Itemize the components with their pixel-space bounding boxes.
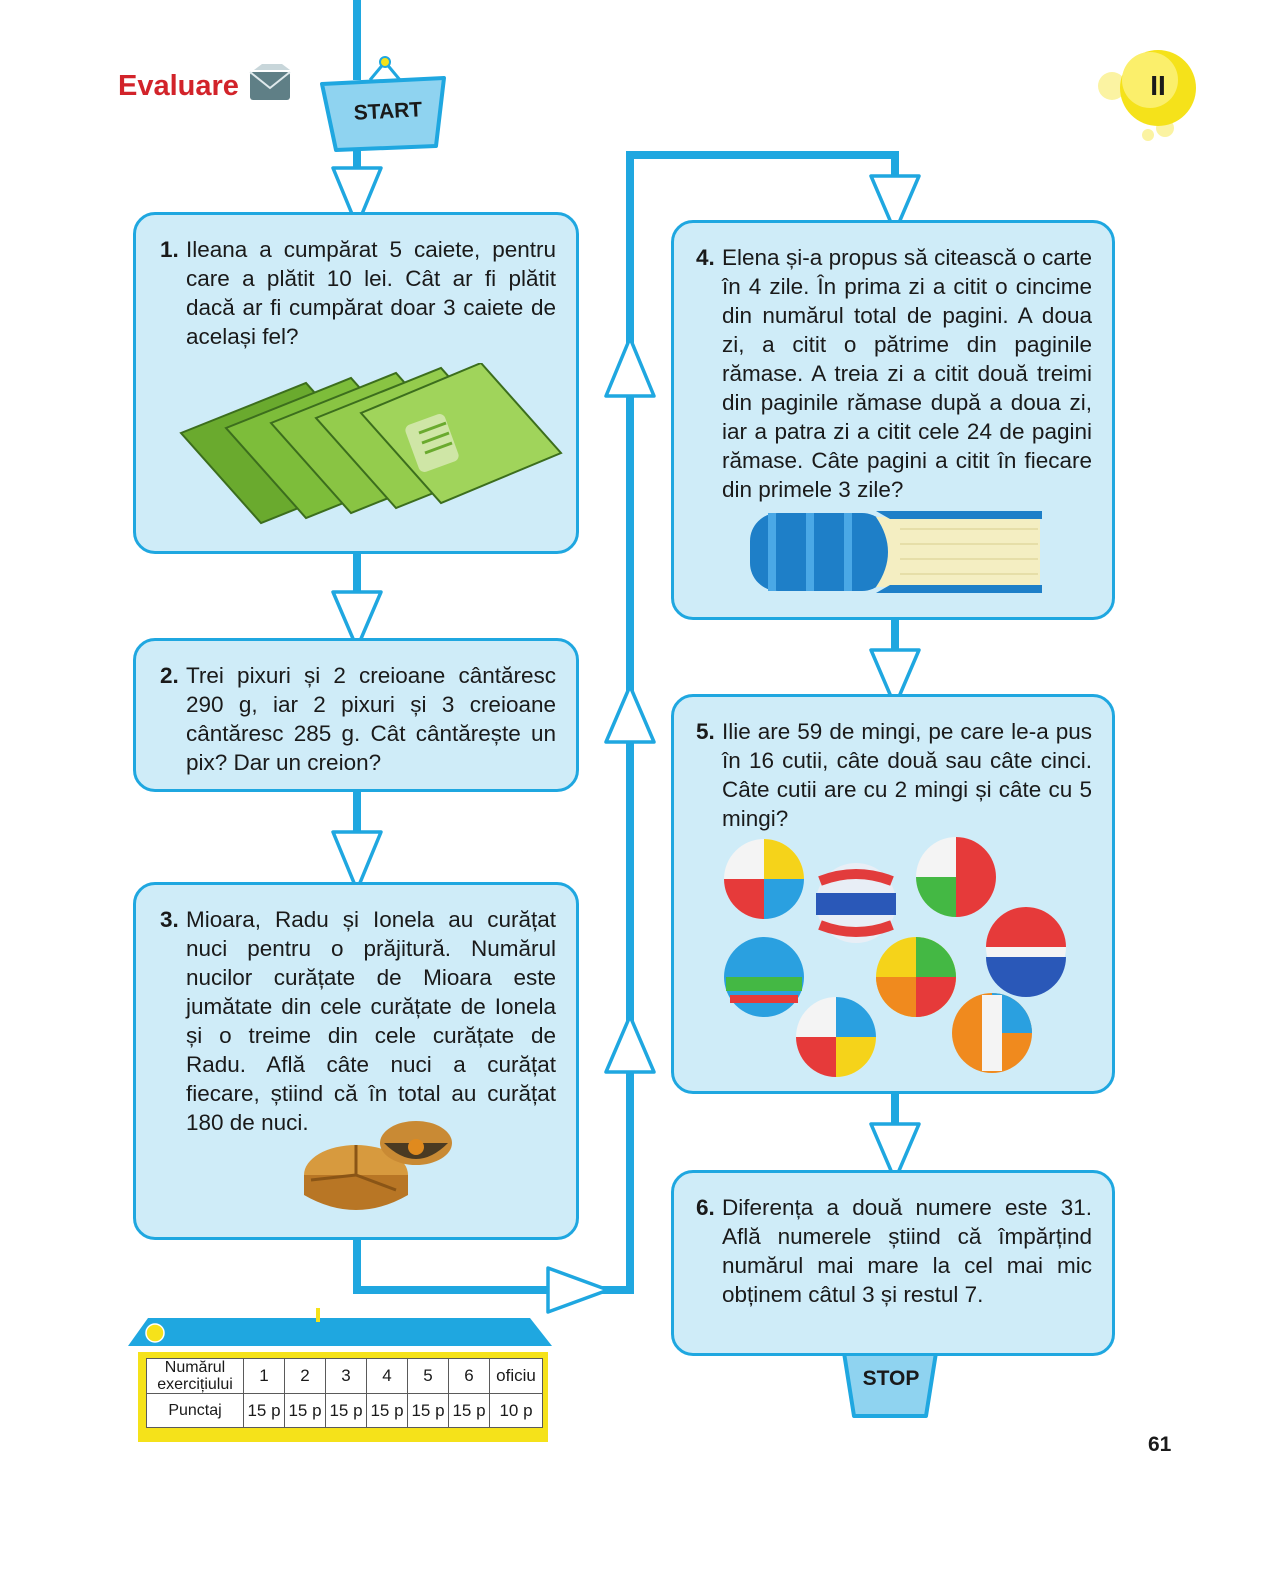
table-cell: 4 xyxy=(367,1359,408,1394)
page-number: 61 xyxy=(1148,1433,1172,1456)
table-cell: 15 p xyxy=(367,1394,408,1428)
cake-illustration xyxy=(296,1115,456,1225)
exercise-text: Trei pixuri și 2 creioane cântăresc 290 g, iar 2 pixuri și 3 creioane cântăresc 285 g. Cât cântărește un pix? Dar un creion? xyxy=(186,663,556,775)
exercise-6-box xyxy=(671,1170,1115,1356)
exercise-number: 2. xyxy=(160,663,179,688)
table-header-cell: Numărul exercițiului xyxy=(147,1359,244,1394)
table-cell: 15 p xyxy=(449,1394,490,1428)
table-cell: oficiu xyxy=(490,1359,543,1394)
table-cell: 10 p xyxy=(490,1394,543,1428)
exercise-1-box xyxy=(133,212,579,554)
table-cell: 15 p xyxy=(244,1394,285,1428)
exercise-3-box xyxy=(133,882,579,1240)
notebooks-illustration xyxy=(176,363,566,533)
stop-label: STOP xyxy=(862,1367,920,1390)
exercise-number: 1. xyxy=(160,237,179,262)
exercise-text: Mioara, Radu și Ionela au curățat nuci pentru o prăjitură. Numărul nucilor curățate de Mioara este jumătate din cele curățate de Ionela și o treime din cele curățate de Radu. Află câte nuci a curățat fiecare, știind că în total au curățat 180 de nuci. xyxy=(186,907,556,1135)
exercise-number: 6. xyxy=(696,1195,715,1220)
table-cell: 15 p xyxy=(326,1394,367,1428)
exercise-number: 3. xyxy=(160,907,179,932)
table-cell: 3 xyxy=(326,1359,367,1394)
balls-illustration xyxy=(720,837,1070,1087)
table-header-cell: Punctaj xyxy=(147,1394,244,1428)
table-row xyxy=(147,1359,543,1394)
score-grid xyxy=(146,1358,543,1428)
exercise-number: 4. xyxy=(696,245,715,270)
exercise-text: Elena și-a propus să citească o carte în 4 zile. În prima zi a citit o cincime din numărul total de pagini. A doua zi, a citit o pătrime din paginile rămase. A treia zi a citit două treimi din paginile rămase după a doua zi, iar a patra zi a citit cele 24 de pagini rămase. Câte pagini a citit în fiecare din primele 3 zile? xyxy=(722,245,1092,502)
table-cell: 5 xyxy=(408,1359,449,1394)
exercise-text: Ileana a cumpărat 5 caiete, pentru care a plătit 10 lei. Cât ar fi plătit dacă ar fi cumpărat doar 3 caiete de același fel? xyxy=(186,237,556,349)
table-cell: 2 xyxy=(285,1359,326,1394)
table-cell: 1 xyxy=(244,1359,285,1394)
exercise-number: 5. xyxy=(696,719,715,744)
envelope-icon xyxy=(250,64,290,100)
exercise-2-box xyxy=(133,638,579,792)
exercise-text: Ilie are 59 de mingi, pe care le-a pus în 16 cutii, câte două sau câte cinci. Câte cutii are cu 2 mingi și câte cu 5 mingi? xyxy=(722,719,1092,831)
exercise-4-box xyxy=(671,220,1115,620)
exercise-text: Diferența a două numere este 31. Află numerele știind că împărțind numărul mai mare la cel mai mic obținem câtul 3 și restul 7. xyxy=(722,1195,1092,1307)
exercise-5-box xyxy=(671,694,1115,1094)
table-cell: 6 xyxy=(449,1359,490,1394)
page-title: Evaluare xyxy=(118,70,239,102)
score-table xyxy=(138,1352,548,1442)
book-illustration xyxy=(750,509,1044,595)
start-label: START xyxy=(353,98,423,125)
table-row xyxy=(147,1394,543,1428)
table-cell: 15 p xyxy=(285,1394,326,1428)
unit-badge: II xyxy=(1150,70,1166,101)
table-cell: 15 p xyxy=(408,1394,449,1428)
